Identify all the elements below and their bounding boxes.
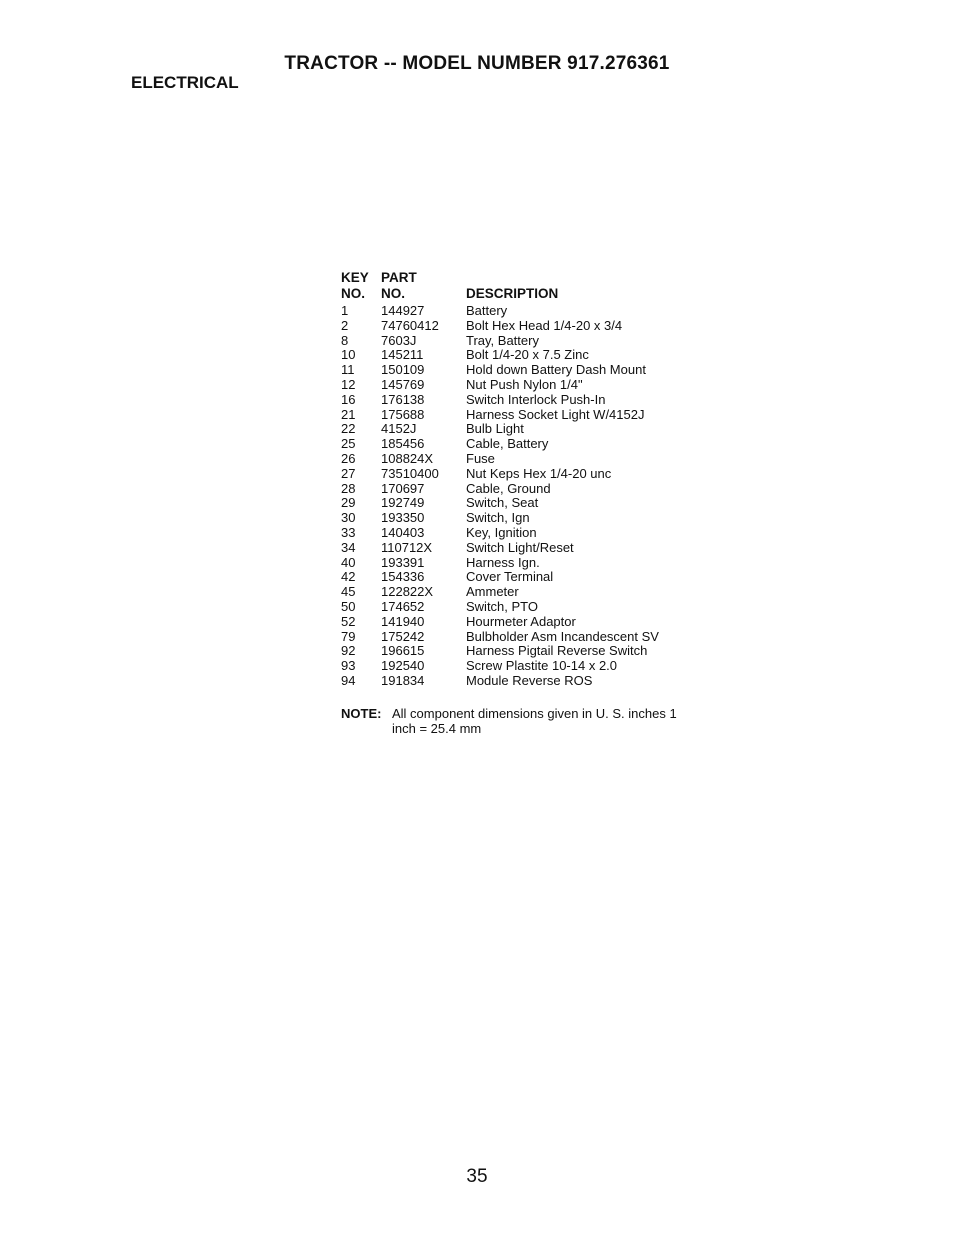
table-row xyxy=(341,615,659,630)
key-cell: 27 xyxy=(341,465,356,481)
key-cell: 16 xyxy=(341,391,356,407)
parts-table xyxy=(341,270,659,689)
part-number-cell: 145769 xyxy=(381,376,425,392)
key-cell: 92 xyxy=(341,643,356,659)
description-cell: Bolt Hex Head 1/4-20 x 3/4 xyxy=(466,317,623,333)
table-header-row-2 xyxy=(341,286,659,302)
description-cell: Hold down Battery Dash Mount xyxy=(466,362,646,378)
table-row xyxy=(341,511,659,526)
description-cell: Switch Light/Reset xyxy=(466,539,574,555)
part-number-cell: 141940 xyxy=(381,613,425,629)
table-row xyxy=(341,348,659,363)
table-row xyxy=(341,570,659,585)
header-part-line2: NO. xyxy=(381,286,406,301)
key-cell: 25 xyxy=(341,436,356,452)
key-cell: 40 xyxy=(341,554,356,570)
table-row xyxy=(341,541,659,556)
part-number-cell: 196615 xyxy=(381,643,425,659)
part-number-cell: 193350 xyxy=(381,510,425,526)
description-cell: Harness Socket Light W/4152J xyxy=(466,406,645,422)
part-number-cell: 175688 xyxy=(381,406,425,422)
key-cell: 1 xyxy=(341,303,349,318)
part-number-cell: 108824X xyxy=(381,450,434,466)
table-row xyxy=(341,452,659,467)
key-cell: 12 xyxy=(341,376,356,392)
note xyxy=(341,706,692,736)
table-row xyxy=(341,556,659,571)
part-number-cell: 175242 xyxy=(381,628,425,644)
table-row xyxy=(341,422,659,437)
part-number-cell: 191834 xyxy=(381,672,425,688)
header-key-line1: KEY xyxy=(341,270,369,285)
description-cell: Battery xyxy=(466,303,508,318)
part-number-cell: 110712X xyxy=(381,539,433,555)
part-number-cell: 185456 xyxy=(381,436,425,452)
part-number-cell: 73510400 xyxy=(381,465,439,481)
table-row xyxy=(341,600,659,615)
table-row xyxy=(341,319,659,334)
table-header-row-1 xyxy=(341,270,659,286)
key-cell: 8 xyxy=(341,332,349,348)
header-key-line2: NO. xyxy=(341,286,366,301)
description-cell: Switch, Ign xyxy=(466,510,530,526)
page-number: 35 xyxy=(466,1166,488,1187)
key-cell: 11 xyxy=(341,362,355,378)
header-description: DESCRIPTION xyxy=(466,286,559,301)
part-number-cell: 144927 xyxy=(381,303,425,318)
section-heading: ELECTRICAL xyxy=(131,73,239,92)
key-cell: 26 xyxy=(341,450,356,466)
description-cell: Switch, PTO xyxy=(466,598,539,614)
table-row xyxy=(341,526,659,541)
description-cell: Tray, Battery xyxy=(466,332,539,348)
key-cell: 28 xyxy=(341,480,356,496)
part-number-cell: 7603J xyxy=(381,332,417,348)
description-cell: Harness Ign. xyxy=(466,554,540,570)
key-cell: 21 xyxy=(341,406,356,422)
part-number-cell: 145211 xyxy=(381,347,424,363)
note-label: NOTE: xyxy=(341,706,382,721)
description-cell: Nut Keps Hex 1/4-20 unc xyxy=(466,465,612,481)
table-row xyxy=(341,674,659,689)
part-number-cell: 150109 xyxy=(381,362,425,378)
table-row xyxy=(341,334,659,349)
description-cell: Screw Plastite 10-14 x 2.0 xyxy=(466,658,618,674)
description-cell: Fuse xyxy=(466,450,495,466)
table-row xyxy=(341,363,659,378)
description-cell: Switch, Seat xyxy=(466,495,539,511)
part-number-cell: 176138 xyxy=(381,391,425,407)
description-cell: Nut Push Nylon 1/4" xyxy=(466,376,583,392)
part-number-cell: 74760412 xyxy=(381,317,439,333)
key-cell: 33 xyxy=(341,524,356,540)
table-row xyxy=(341,630,659,645)
description-cell: Key, Ignition xyxy=(466,524,537,540)
part-number-cell: 140403 xyxy=(381,524,425,540)
header-part-line1: PART xyxy=(381,270,417,285)
key-cell: 94 xyxy=(341,672,356,688)
part-number-cell: 122822X xyxy=(381,584,434,600)
description-cell: Module Reverse ROS xyxy=(466,672,593,688)
table-row xyxy=(341,378,659,393)
table-row xyxy=(341,659,659,674)
part-number-cell: 192540 xyxy=(381,658,425,674)
description-cell: Switch Interlock Push-In xyxy=(466,391,606,407)
key-cell: 2 xyxy=(341,317,349,333)
table-row xyxy=(341,496,659,511)
description-cell: Bolt 1/4-20 x 7.5 Zinc xyxy=(466,347,589,363)
key-cell: 10 xyxy=(341,347,356,363)
description-cell: Harness Pigtail Reverse Switch xyxy=(466,643,648,659)
key-cell: 45 xyxy=(341,584,356,600)
key-cell: 30 xyxy=(341,510,356,526)
table-row xyxy=(341,482,659,497)
table-row xyxy=(341,304,659,319)
table-row xyxy=(341,437,659,452)
key-cell: 50 xyxy=(341,598,356,614)
key-cell: 42 xyxy=(341,569,356,585)
key-cell: 79 xyxy=(341,628,356,644)
table-row xyxy=(341,408,659,423)
part-number-cell: 4152J xyxy=(381,421,417,437)
description-cell: Bulb Light xyxy=(466,421,524,437)
description-cell: Ammeter xyxy=(466,584,519,600)
part-number-cell: 192749 xyxy=(381,495,425,511)
part-number-cell: 170697 xyxy=(381,480,425,496)
parts-rows xyxy=(341,304,659,689)
description-cell: Cover Terminal xyxy=(466,569,554,585)
description-cell: Bulbholder Asm Incandescent SV xyxy=(466,628,659,644)
part-number-cell: 174652 xyxy=(381,598,425,614)
part-number-cell: 154336 xyxy=(381,569,425,585)
key-cell: 93 xyxy=(341,658,356,674)
table-row xyxy=(341,585,659,600)
key-cell: 34 xyxy=(341,539,356,555)
table-row xyxy=(341,644,659,659)
key-cell: 52 xyxy=(341,613,356,629)
note-text: All component dimensions given in U. S. inches 1 inch = 25.4 mm xyxy=(392,706,677,736)
key-cell: 29 xyxy=(341,495,356,511)
part-number-cell: 193391 xyxy=(381,554,425,570)
table-row xyxy=(341,393,659,408)
description-cell: Cable, Ground xyxy=(466,480,551,496)
table-row xyxy=(341,467,659,482)
description-cell: Cable, Battery xyxy=(466,436,549,452)
page-title: TRACTOR -- MODEL NUMBER 917.276361 xyxy=(284,53,670,74)
key-cell: 22 xyxy=(341,421,356,437)
description-cell: Hourmeter Adaptor xyxy=(466,613,576,629)
